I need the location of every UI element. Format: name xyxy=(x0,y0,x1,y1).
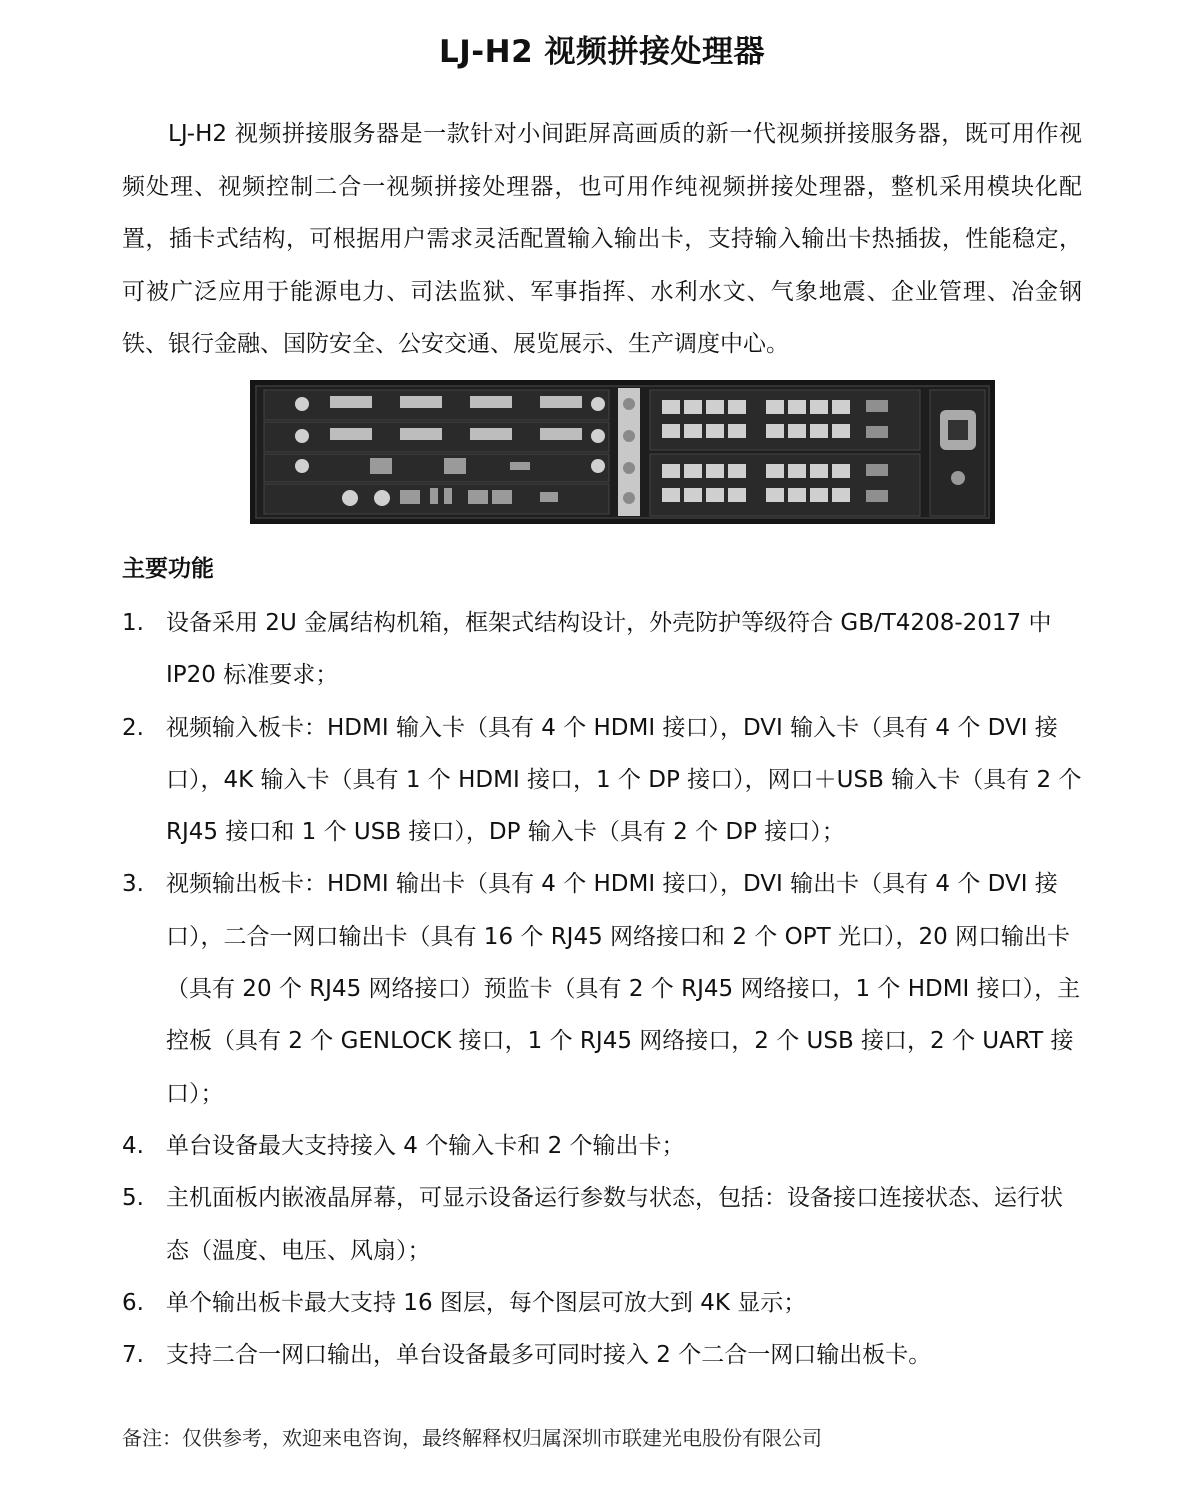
list-item xyxy=(122,1329,1082,1381)
list-text: 单个输出板卡最大支持 16 图层，每个图层可放大到 4K 显示； xyxy=(166,1289,807,1316)
list-item xyxy=(122,702,1082,859)
list-number: 7. xyxy=(122,1342,144,1369)
list-item xyxy=(122,1120,1082,1172)
feature-list xyxy=(122,597,1082,1381)
device-rear-panel-image xyxy=(250,380,995,524)
footer-note: 备注：仅供参考，欢迎来电咨询，最终解释权归属深圳市联建光电股份有限公司 xyxy=(122,1426,822,1450)
list-number: 5. xyxy=(122,1185,144,1212)
list-number: 4. xyxy=(122,1132,144,1159)
list-number: 6. xyxy=(122,1289,144,1316)
list-number: 3. xyxy=(122,871,144,898)
document-title: LJ-H2 视频拼接处理器 xyxy=(439,34,765,70)
list-text: 支持二合一网口输出，单台设备最多可同时接入 2 个二合一网口输出板卡。 xyxy=(166,1342,932,1369)
list-item xyxy=(122,1277,1082,1329)
list-item xyxy=(122,858,1082,1119)
list-text: 视频输入板卡：HDMI 输入卡（具有 4 个 HDMI 接口），DVI 输入卡（具有 4 个 DVI 接口），4K 输入卡（具有 1 个 HDMI 接口，1 个 DP 接口），网口＋USB 输入卡（具有 2 个 RJ45 接口和 1 个 USB 接口），DP 输入卡（具有 2 个 DP 接口）； xyxy=(166,714,1082,846)
list-number: 1. xyxy=(122,610,144,636)
section-title: 主要功能 xyxy=(122,556,214,582)
list-text: 设备采用 2U 金属结构机箱，框架式结构设计，外壳防护等级符合 GB/T4208-2017 中 IP20 标准要求； xyxy=(166,610,1052,689)
list-text: 视频输出板卡：HDMI 输出卡（具有 4 个 HDMI 接口），DVI 输出卡（具有 4 个 DVI 接口），二合一网口输出卡（具有 16 个 RJ45 网络接口和 2 个 OPT 光口），20 网口输出卡（具有 20 个 RJ45 网络接口）预监卡（具有 2 个 RJ45 网络接口，1 个 HDMI 接口），主控板（具有 2 个 GENLOCK 接口，1 个 RJ45 网络接口，2 个 USB 接口，2 个 UART 接口）； xyxy=(166,871,1081,1107)
intro-paragraph: LJ-H2 视频拼接服务器是一款针对小间距屏高画质的新一代视频拼接服务器，既可用作视频处理、视频控制二合一视频拼接处理器，也可用作纯视频拼接处理器，整机采用模块化配置，插卡式结构，可根据用户需求灵活配置输入输出卡，支持输入输出卡热插拔，性能稳定，可被广泛应用于能源电力、司法监狱、军事指挥、水利水文、气象地震、企业管理、冶金钢铁、银行金融、国防安全、公安交通、展览展示、生产调度中心。 xyxy=(122,121,1082,357)
list-text: 单台设备最大支持接入 4 个输入卡和 2 个输出卡； xyxy=(166,1132,685,1159)
list-text: 主机面板内嵌液晶屏幕，可显示设备运行参数与状态，包括：设备接口连接状态、运行状态（温度、电压、风扇）； xyxy=(166,1185,1063,1264)
list-item xyxy=(122,1172,1082,1277)
list-item xyxy=(122,597,1082,702)
list-number: 2. xyxy=(122,714,144,741)
